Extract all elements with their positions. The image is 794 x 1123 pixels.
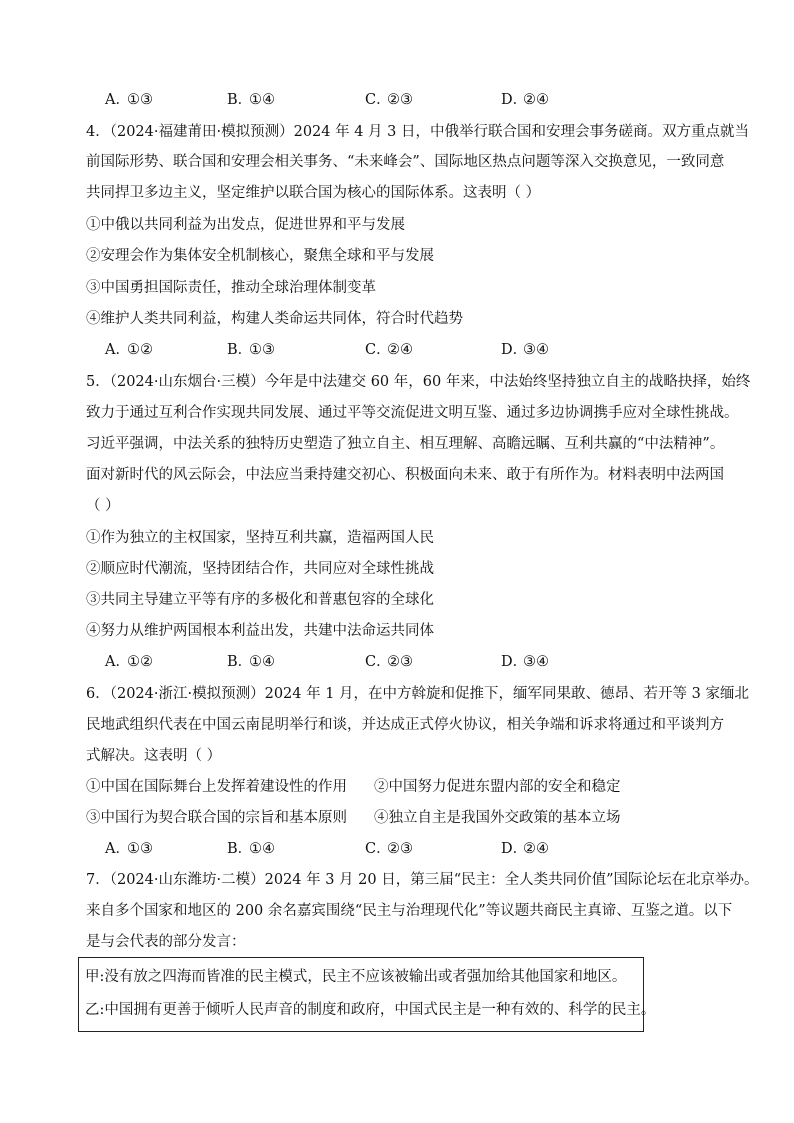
q6-stem-line: 式解决。这表明（ ）: [86, 748, 222, 764]
q6-statement-2: ②中国努力促进东盟内部的安全和稳定: [374, 779, 621, 795]
q4-statement-4: ④维护人类共同利益，构建人类命运共同体，符合时代趋势: [86, 311, 463, 327]
q6-stem-line: 民地武组织代表在中国云南昆明举行和谈，并达成正式停火协议，相关争端和诉求将通过和平谈判方: [86, 717, 724, 733]
q4-stem-line: 前国际形势、联合国和安理会相关事务、“未来峰会”、国际地区热点问题等深入交换意见，一致同意: [86, 154, 725, 170]
q6-statements-row: [86, 807, 726, 829]
q7-quote-box: [78, 957, 656, 1032]
q5-statement-2: ②顺应时代潮流，坚持团结合作，共同应对全球性挑战: [86, 561, 434, 577]
q3-option-c[interactable]: C．②③: [365, 92, 413, 108]
q4-statement-1: ①中俄以共同利益为出发点，促进世界和平与发展: [86, 217, 405, 233]
q7-quote-jia: 甲:没有放之四海而皆准的民主模式，民主不应该被输出或者强加给其他国家和地区。: [85, 969, 627, 985]
q5-stem-line: 致力于通过互利合作实现共同发展、通过平等交流促进文明互鉴、通过多边协调携手应对全球性挑战。: [86, 405, 739, 421]
q5-option-d[interactable]: D．③④: [501, 654, 549, 670]
q6-statement-1: ①中国在国际舞台上发挥着建设性的作用: [86, 779, 347, 795]
q3-option-d[interactable]: D．②④: [501, 92, 549, 108]
q4-statement-2: ②安理会作为集体安全机制核心，聚焦全球和平与发展: [86, 248, 434, 264]
q3-option-b[interactable]: B．①④: [227, 92, 275, 108]
q5-statement-1: ①作为独立的主权国家，坚持互利共赢，造福两国人民: [86, 530, 434, 546]
q3-options: [105, 89, 625, 111]
q4-stem-line: 共同捍卫多边主义，坚定维护以联合国为核心的国际体系。这表明（ ）: [86, 185, 541, 201]
q5-statement-3: ③共同主导建立平等有序的多极化和普惠包容的全球化: [86, 592, 434, 608]
q5-stem-line: （ ）: [86, 498, 120, 514]
q4-statement-3: ③中国勇担国际责任，推动全球治理体制变革: [86, 280, 376, 296]
q6-option-a[interactable]: A．①③: [105, 841, 153, 857]
q4-option-b[interactable]: B．①③: [227, 342, 275, 358]
q4-option-a[interactable]: A．①②: [105, 342, 153, 358]
q5-option-c[interactable]: C．②③: [365, 654, 413, 670]
q4-options: [105, 339, 625, 361]
q6-option-c[interactable]: C．②③: [365, 841, 413, 857]
q6-stem-line: 6．（2024·浙江·模拟预测）2024 年 1 月，在中方斡旋和促推下，缅军同果敢、德昂、若开等 3 家缅北: [86, 686, 749, 702]
q4-option-d[interactable]: D．③④: [501, 342, 549, 358]
q5-option-b[interactable]: B．①④: [227, 654, 275, 670]
q6-option-b[interactable]: B．①④: [227, 841, 275, 857]
q7-stem-line: 是与会代表的部分发言：: [86, 934, 246, 950]
q7-quote-yi: 乙:中国拥有更善于倾听人民声音的制度和政府，中国式民主是一种有效的、科学的民主。: [85, 1002, 656, 1018]
q4-option-c[interactable]: C．②④: [365, 342, 413, 358]
q5-stem-line: 面对新时代的风云际会，中法应当秉持建交初心、积极面向未来、敢于有所作为。材料表明中法两国: [86, 467, 724, 483]
q5-option-a[interactable]: A．①②: [105, 654, 153, 670]
q6-options: [105, 838, 625, 860]
q5-stem-line: 5．（2024·山东烟台·三模）今年是中法建交 60 年，60 年来，中法始终坚持独立自主的战略抉择，始终: [86, 374, 751, 390]
q6-statements-row: [86, 776, 726, 798]
q5-statement-4: ④努力从维护两国根本利益出发，共建中法命运共同体: [86, 623, 434, 639]
q4-stem-line: 4．（2024·福建莆田·模拟预测）2024 年 4 月 3 日，中俄举行联合国和安理会事务磋商。双方重点就当: [86, 124, 749, 140]
q5-stem-line: 习近平强调，中法关系的独特历史塑造了独立自主、相互理解、高瞻远瞩、互利共赢的“中法精神”。: [86, 436, 725, 452]
q6-statement-3: ③中国行为契合联合国的宗旨和基本原则: [86, 810, 347, 826]
q6-option-d[interactable]: D．②④: [501, 841, 549, 857]
q6-statement-4: ④独立自主是我国外交政策的基本立场: [374, 810, 621, 826]
q7-stem-line: 来自多个国家和地区的 200 余名嘉宾围绕“民主与治理现代化”等议题共商民主真谛、互鉴之道。以下: [86, 903, 733, 919]
q5-options: [105, 651, 625, 673]
q7-stem-line: 7．（2024·山东潍坊·二模）2024 年 3 月 20 日，第三届“民主：全人类共同价值”国际论坛在北京举办。: [86, 872, 759, 888]
q3-option-a[interactable]: A．①③: [105, 92, 153, 108]
